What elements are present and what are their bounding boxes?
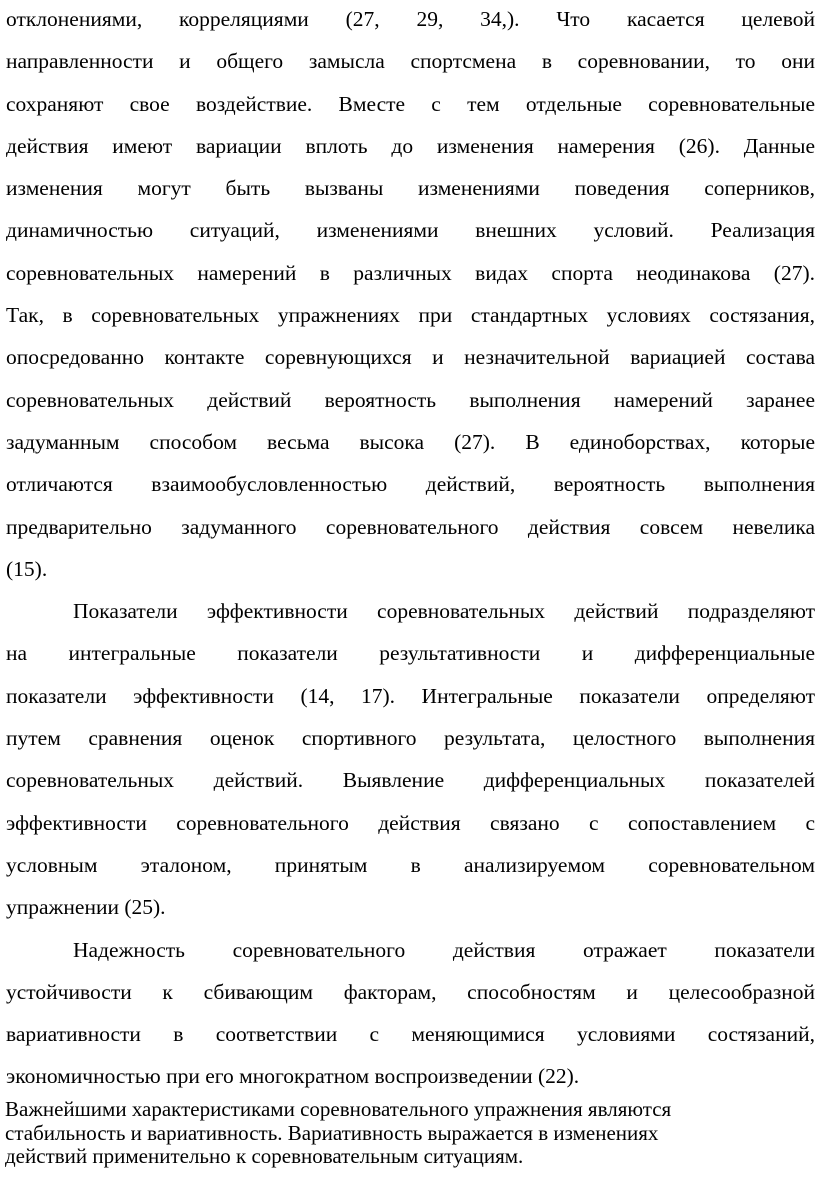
text-line: вариативности в соответствии с меняющимися условиями состязаний, xyxy=(6,1022,815,1047)
text-line: отклонениями, корреляциями (27, 29, 34,). Что касается целевой xyxy=(6,7,815,31)
text-line: опосредованно контакте соревнующихся и незначительной вариацией состава xyxy=(6,345,815,370)
text-line: упражнении (25). xyxy=(6,895,166,920)
document-body xyxy=(6,0,815,1098)
text-line: условным эталоном, принятым в анализируемом соревновательном xyxy=(6,852,815,877)
paragraph-2 xyxy=(6,590,815,928)
text-line: Важнейшими характеристиками соревновательного упражнения являются xyxy=(5,1097,672,1121)
text-line: экономичностью при его многократном воспроизведении (22). xyxy=(6,1064,580,1089)
text-line: действия имеют вариации вплоть до изменения намерения (26). Данные xyxy=(6,133,815,158)
text-line: стабильность и вариативность. Вариативность выражается в изменениях xyxy=(5,1120,659,1145)
text-line: соревновательных действий вероятность выполнения намерений заранее xyxy=(6,387,815,412)
text-line: сохраняют свое воздействие. Вместе с тем отдельные соревновательные xyxy=(6,91,815,116)
text-line: соревновательных действий. Выявление дифференциальных показателей xyxy=(6,768,815,793)
text-line: предварительно задуманного соревновательного действия совсем невелика xyxy=(6,514,815,539)
text-line: (15). xyxy=(6,556,48,581)
paragraph-1 xyxy=(6,0,815,590)
text-line: отличаются взаимообусловленностью действий, вероятность выполнения xyxy=(6,472,815,497)
text-line: соревновательных намерений в различных видах спорта неодинакова (27). xyxy=(6,260,815,285)
closing-paragraph xyxy=(5,1098,795,1169)
paragraph-3 xyxy=(6,929,815,1098)
text-line: эффективности соревновательного действия связано с сопоставлением с xyxy=(6,810,815,835)
text-line: направленности и общего замысла спортсмена в соревновании, то они xyxy=(6,49,815,74)
text-line: действий применительно к соревновательным ситуациям. xyxy=(5,1144,524,1168)
text-line: динамичностью ситуаций, изменениями внешних условий. Реализация xyxy=(6,218,815,243)
text-line: Надежность соревновательного действия отражает показатели xyxy=(73,937,815,962)
text-line: изменения могут быть вызваны изменениями поведения соперников, xyxy=(6,176,815,201)
text-line: Так, в соревновательных упражнениях при стандартных условиях состязания, xyxy=(6,303,815,328)
text-line: задуманным способом весьма высока (27). В единоборствах, которые xyxy=(6,429,815,454)
text-line: Показатели эффективности соревновательных действий подразделяют xyxy=(73,599,815,624)
text-line: показатели эффективности (14, 17). Интегральные показатели определяют xyxy=(6,683,815,708)
text-line: на интегральные показатели результативности и дифференциальные xyxy=(6,641,815,666)
text-line: устойчивости к сбивающим факторам, способностям и целесообразной xyxy=(6,979,815,1004)
text-line: путем сравнения оценок спортивного результата, целостного выполнения xyxy=(6,726,815,751)
